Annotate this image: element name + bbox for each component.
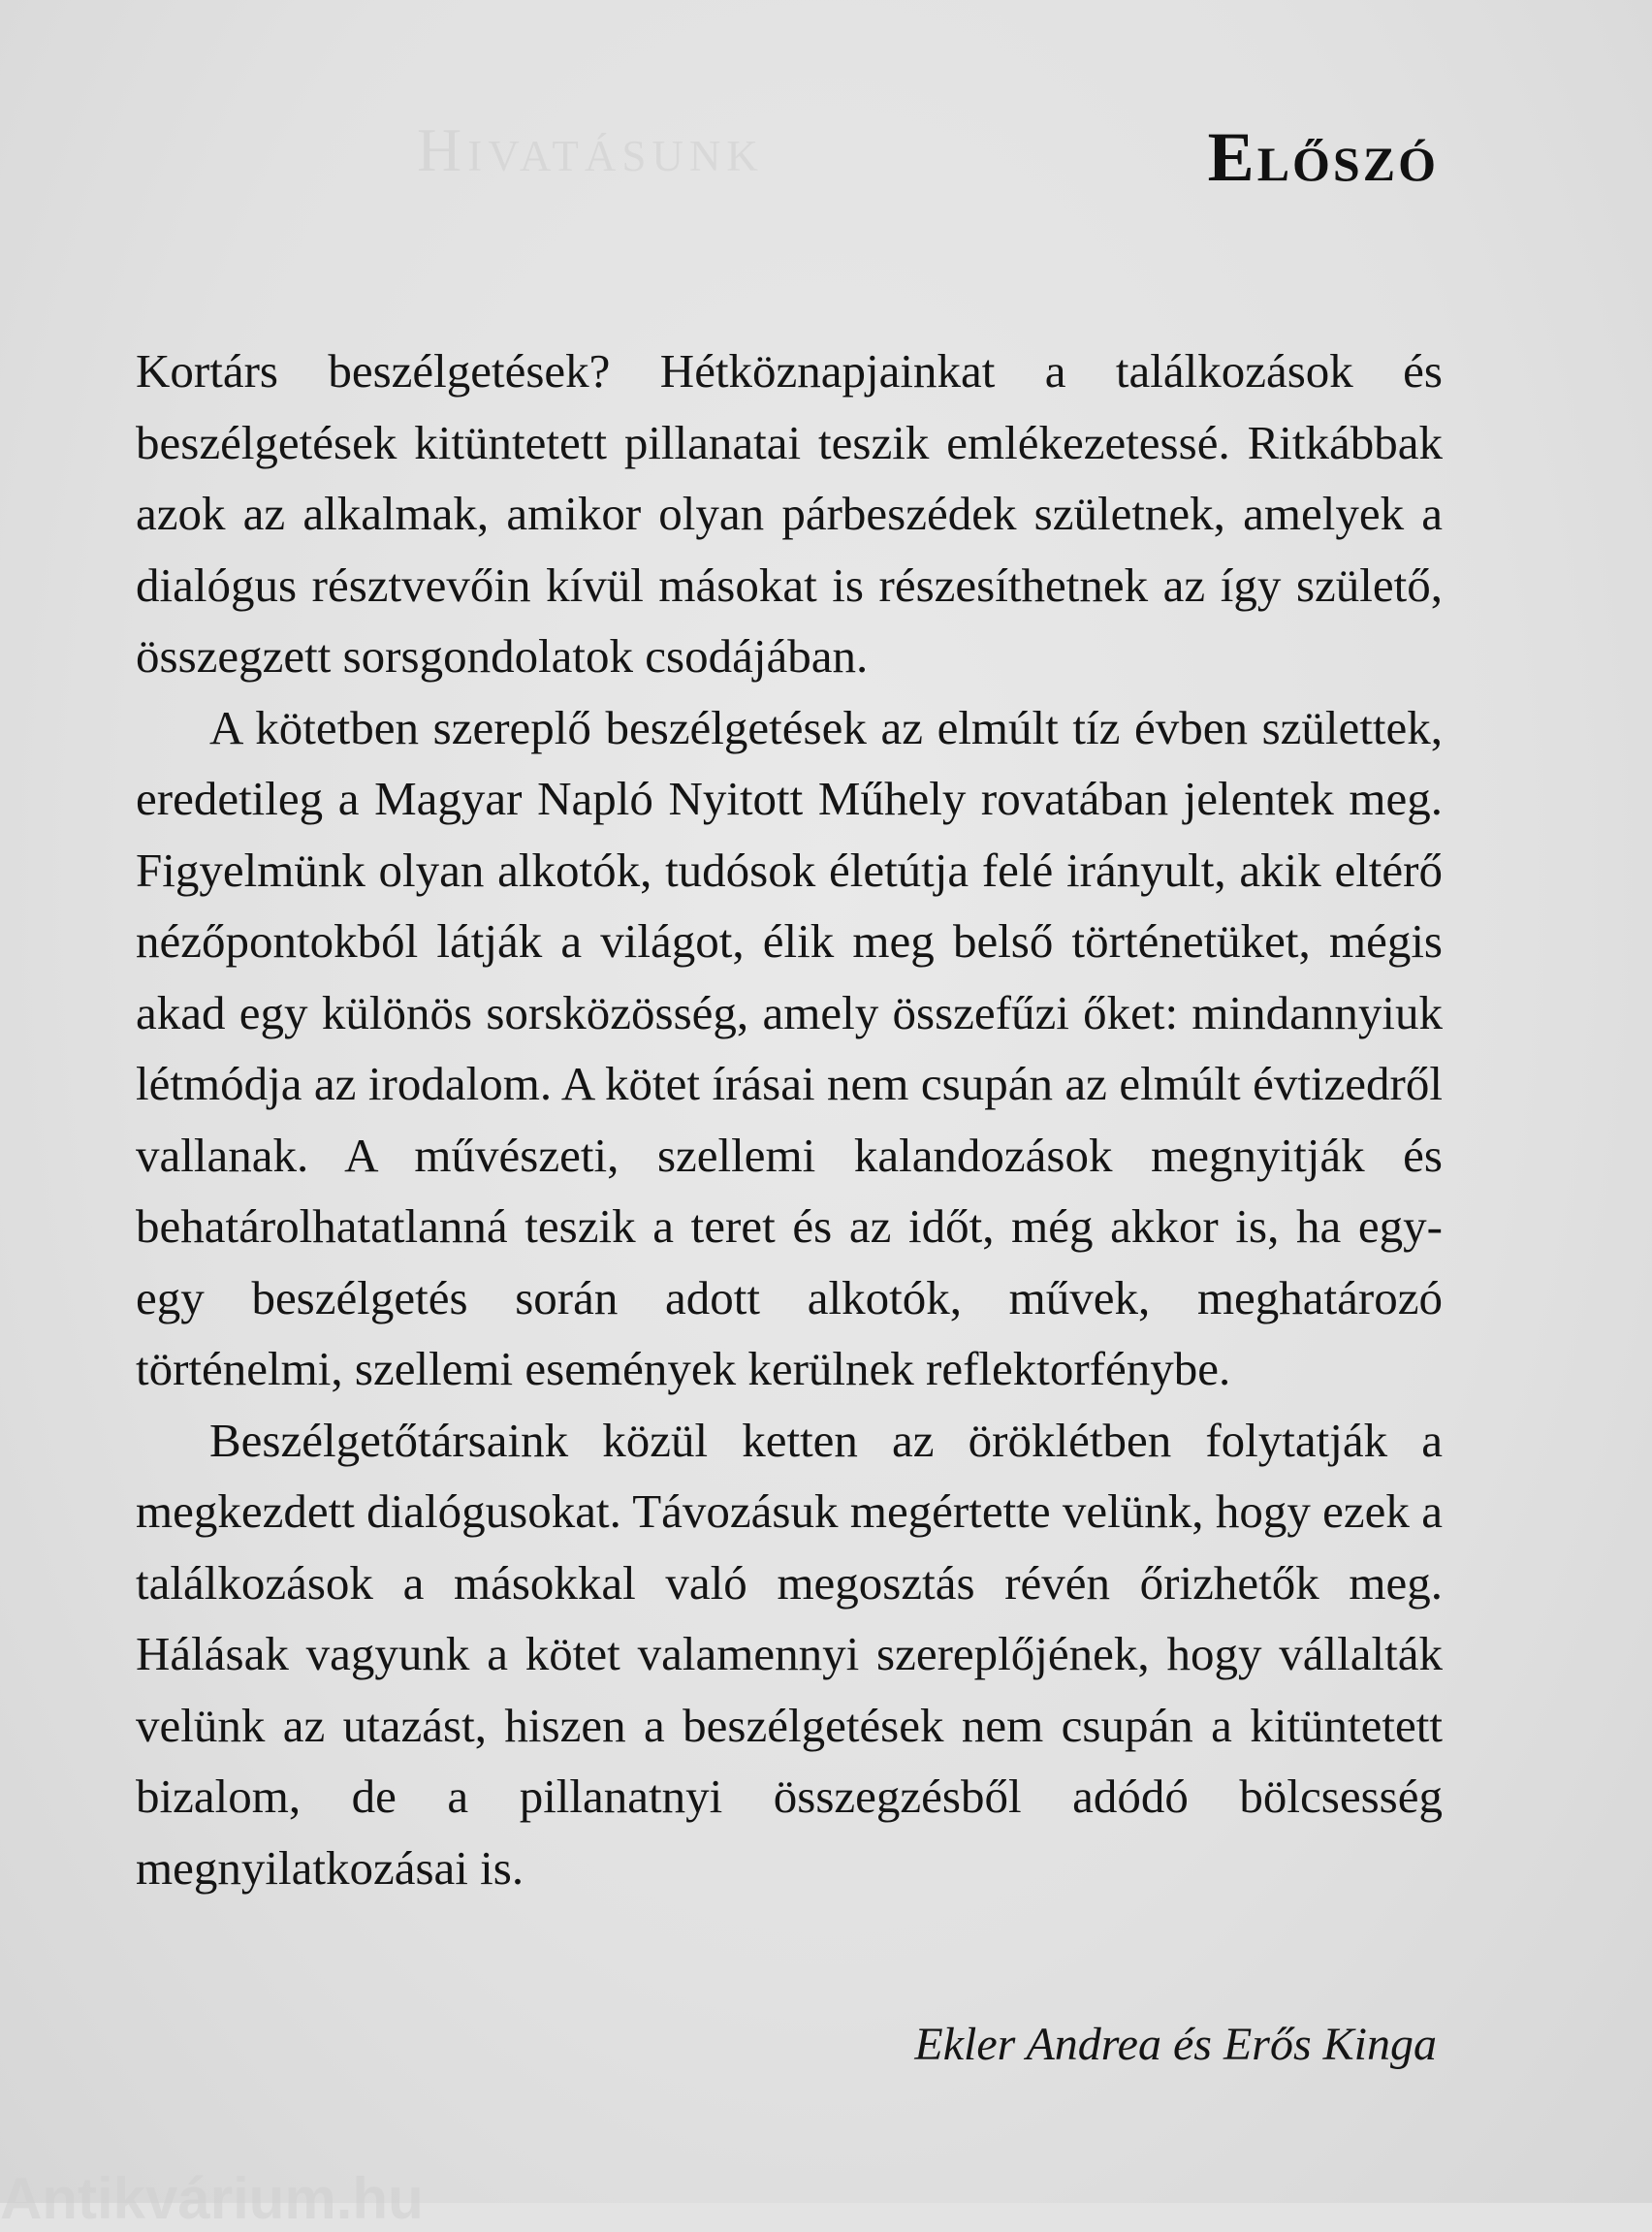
page-title: Előszó: [1207, 118, 1439, 196]
paragraph-1: Kortárs beszélgetések? Hétköznapjainkat a találkozások és beszélgetések kitüntetett pillanatai teszik emlékezetessé. Ritkábbak azok az alkalmak, amikor olyan párbeszédek születnek, amelyek a dialógus résztvevőin kívül másokat is részesíthetnek az így születő, összegzett sorsgondolatok csodájában.: [136, 344, 1443, 683]
show-through-text: Hivatásunk: [417, 115, 764, 184]
watermark: Antikvárium.hu: [0, 2166, 424, 2231]
preface-body: [136, 335, 1443, 1903]
paragraph-2: A kötetben szereplő beszélgetések az elmúlt tíz évben születtek, eredetileg a Magyar Napló Nyitott Műhely rovatában jelentek meg. Figyelmünk olyan alkotók, tudósok életútja felé irányult, akik eltérő nézőpontokból látják a világot, élik meg belső történetüket, mégis akad egy különös sorsközösség, amely összefűzi őket: mindannyiuk létmódja az irodalom. A kötet írásai nem csupán az elmúlt évtizedről vallanak. A művészeti, szellemi kalandozások megnyitják és behatárolhatatlanná teszik a teret és az időt, még akkor is, ha egy-egy beszélgetés során adott alkotók, művek, meghatározó történelmi, szellemi események kerülnek reflektorfénybe.: [136, 700, 1443, 1395]
author-signature: Ekler Andrea és Erős Kinga: [914, 2019, 1437, 2070]
paragraph-3: Beszélgetőtársaink közül ketten az öröklétben folytatják a megkezdett dialógusokat. Távozásuk megértette velünk, hogy ezek a találkozások a másokkal való megosztás révén őrizhetők meg. Hálásak vagyunk a kötet valamennyi szereplőjének, hogy vállalták velünk az utazást, hiszen a beszélgetések nem csupán a kitüntetett bizalom, de a pillanatnyi összegzésből adódó bölcsesség megnyilatkozásai is.: [136, 1413, 1443, 1895]
